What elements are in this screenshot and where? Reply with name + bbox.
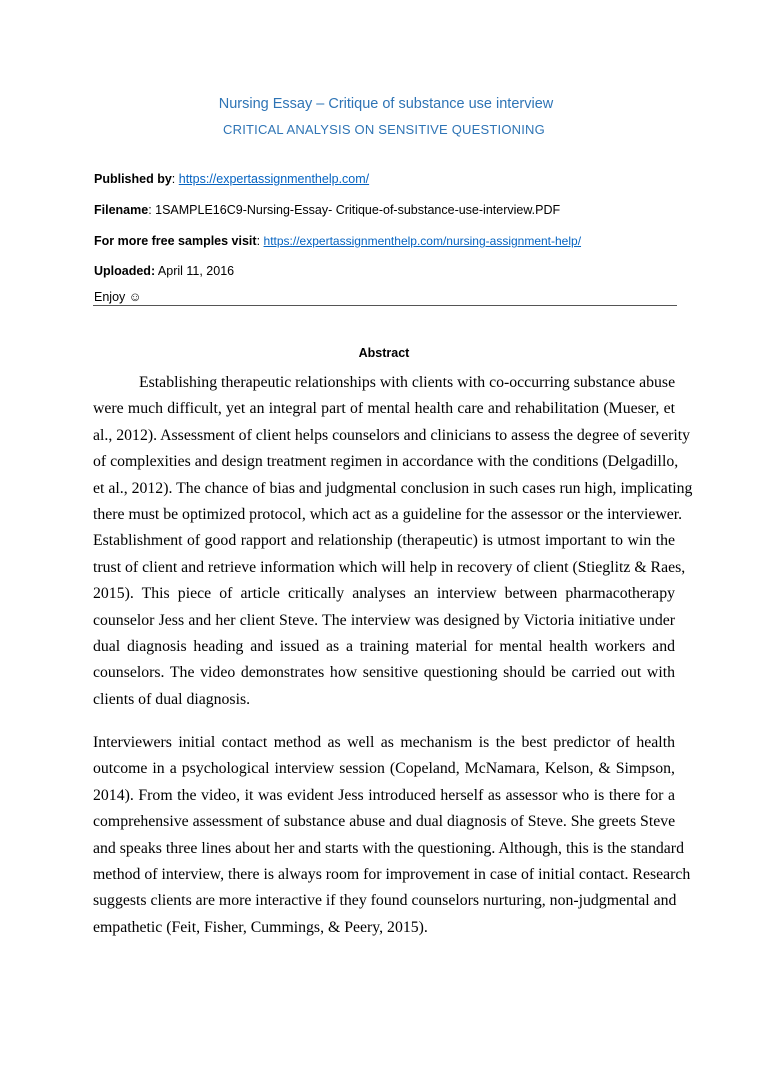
- paragraph-line: et al., 2012). The chance of bias and judgmental conclusion in such cases run high, implicating: [93, 479, 693, 497]
- meta-filename: [94, 203, 684, 217]
- paragraph-line: 2015). This piece of article critically analyses an interview between pharmacotherapy: [93, 585, 675, 603]
- meta-enjoy: Enjoy ☺: [94, 290, 142, 304]
- paragraph-line: counselor Jess and her client Steve. The interview was designed by Victoria initiative under: [93, 611, 675, 629]
- paragraph-line: and speaks three lines about her and starts with the questioning. Although, this is the standard: [93, 839, 684, 857]
- document-subtitle: CRITICAL ANALYSIS ON SENSITIVE QUESTIONING: [223, 122, 545, 137]
- paragraph-line: there must be optimized protocol, which act as a guideline for the assessor or the interviewer.: [93, 505, 683, 523]
- paragraph-line: Establishment of good rapport and relationship (therapeutic) is utmost important to win the: [93, 532, 675, 550]
- paragraph-line: comprehensive assessment of substance abuse and dual diagnosis of Steve. She greets Steve: [93, 813, 676, 831]
- samples-label: For more free samples visit: [94, 234, 257, 248]
- paragraph-line: outcome in a psychological interview session (Copeland, McNamara, Kelson, & Simpson,: [93, 760, 675, 778]
- paragraph-line: dual diagnosis heading and issued as a training material for mental health workers and: [93, 637, 675, 655]
- uploaded-label: Uploaded:: [94, 264, 156, 278]
- abstract-paragraph-1: [93, 370, 693, 713]
- paragraph-line: empathetic (Feit, Fisher, Cummings, & Peery, 2015).: [93, 918, 428, 936]
- filename-colon: :: [148, 203, 156, 217]
- abstract-paragraph-2: [93, 730, 691, 941]
- paragraph-line: clients of dual diagnosis.: [93, 690, 251, 708]
- document-title: Nursing Essay – Critique of substance use interview: [218, 96, 554, 112]
- paragraph-line: of complexities and design treatment regimen in accordance with the conditions (Delgadillo,: [93, 453, 679, 471]
- published-colon: :: [171, 172, 179, 186]
- abstract-heading: Abstract: [358, 346, 410, 360]
- meta-samples: [94, 234, 684, 248]
- paragraph-line: counselors. The video demonstrates how sensitive questioning should be carried out with: [93, 664, 675, 682]
- filename-value: 1SAMPLE16C9-Nursing-Essay- Critique-of-substance-use-interview.PDF: [155, 203, 561, 217]
- header-divider: [93, 305, 677, 306]
- samples-link[interactable]: https://expertassignmenthelp.com/nursing-assignment-help/: [263, 234, 582, 248]
- paragraph-line: Establishing therapeutic relationships with clients with co-occurring substance abuse: [139, 374, 676, 391]
- meta-uploaded: [94, 264, 684, 278]
- published-label: Published by: [94, 172, 172, 186]
- meta-published: [94, 172, 684, 186]
- paragraph-line: were much difficult, yet an integral part of mental health care and rehabilitation (Mueser, et: [93, 400, 675, 418]
- uploaded-value: April 11, 2016: [157, 264, 235, 278]
- paragraph-line: Interviewers initial contact method as well as mechanism is the best predictor of health: [93, 734, 675, 751]
- published-link[interactable]: https://expertassignmenthelp.com/: [178, 172, 370, 186]
- paragraph-line: suggests clients are more interactive if they found counselors nurturing, non-judgmental and: [93, 892, 677, 910]
- paragraph-line: trust of client and retrieve information which will help in recovery of client (Stieglitz & Raes,: [93, 558, 686, 576]
- samples-colon: :: [256, 234, 264, 248]
- paragraph-line: method of interview, there is always room for improvement in case of initial contact. Research: [93, 865, 691, 883]
- paragraph-line: 2014). From the video, it was evident Jess introduced herself as assessor who is there for a: [93, 786, 675, 804]
- filename-label: Filename: [94, 203, 149, 217]
- paragraph-line: al., 2012). Assessment of client helps counselors and clinicians to assess the degree of severity: [93, 426, 691, 444]
